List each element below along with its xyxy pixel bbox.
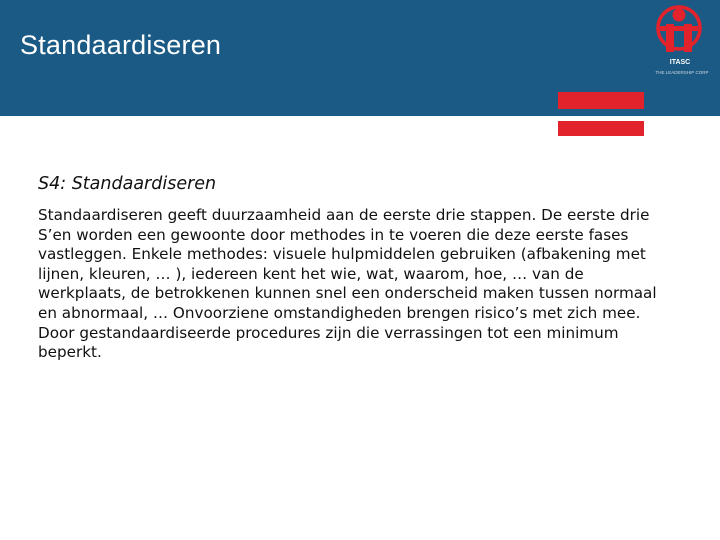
accent-bar-top bbox=[558, 92, 644, 109]
body-line: beperkt. bbox=[38, 343, 102, 362]
body-line: vastleggen. Enkele methodes: visuele hulpmiddelen gebruiken (afbakening met bbox=[38, 245, 646, 264]
body-line: Standaardiseren geeft duurzaamheid aan de eerste drie stappen. De eerste drie bbox=[38, 206, 650, 224]
body-line: en abnormaal, … Onvoorziene omstandigheden brengen risico’s met zich mee. bbox=[38, 303, 641, 322]
body-line: Door gestandaardiseerde procedures zijn die verrassingen tot een minimum bbox=[38, 323, 619, 342]
body-line: S’en worden een gewoonte door methodes in te voeren die deze eerste fases bbox=[38, 225, 629, 244]
logo-tagline: THE LEADERSHIP CORP bbox=[655, 70, 709, 75]
logo-crossbar bbox=[660, 26, 698, 31]
body-paragraph bbox=[38, 206, 710, 363]
accent-bar-bottom bbox=[558, 121, 644, 136]
page-title: Standaardiseren bbox=[20, 30, 222, 60]
logo-head bbox=[673, 9, 686, 22]
body-line: lijnen, kleuren, … ), iedereen kent het wie, wat, waarom, hoe, … van de bbox=[38, 264, 584, 283]
body-line: werkplaats, de betrokkenen kunnen snel een onderscheid maken tussen normaal bbox=[38, 284, 657, 303]
logo-name: ITASC bbox=[669, 59, 691, 66]
section-subtitle: S4: Standaardiseren bbox=[38, 174, 217, 194]
